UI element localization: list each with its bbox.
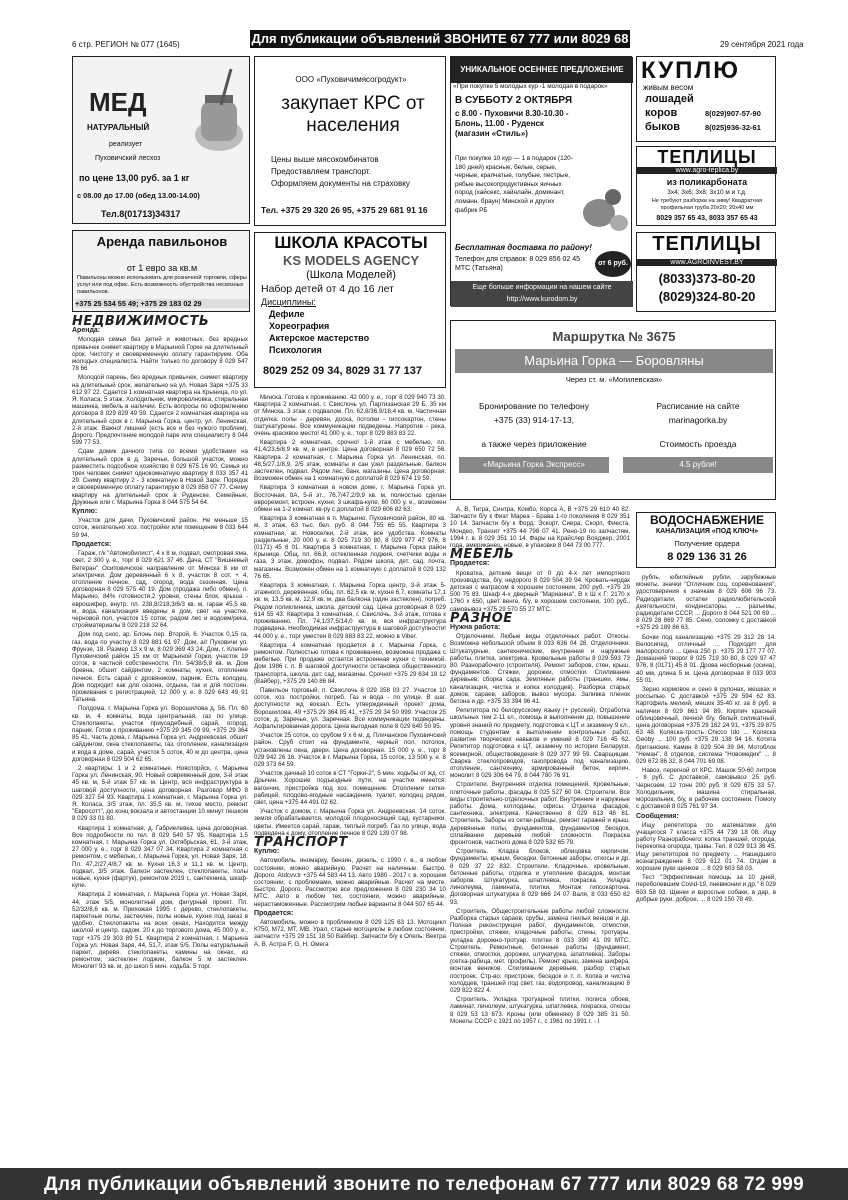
greenhouse-ad-1 [636,146,776,226]
ad-text: Бочки под канализацию +375 29 312 28 14. Велосипед, отличный ... Подходит для малорослого ... Цена 250 р. +375 29 177 77 07. Домашний творог 8 025 719 30 80, 8 029 97 47 976, 8 (0171) 45 8 01. Дрова несборные (осина), 40 мм, длина 5 м. Цена договорная 8 033 903 55 01. [636,633,776,684]
greenhouse1-title: ТЕПЛИЦЫ [657,147,757,167]
bus-cost-label: Стоимость проезда [659,439,737,449]
bus-app: а также через приложение [481,439,587,449]
greenhouse1-note: Не требуют разборки на зиму! Квадратная профильная труба 20х20; 20х40 мм [651,198,763,211]
ad-text: Строитель. Кладка блоков, облицовка кирпичом, фундаменты, крыши, беседки, бетонные заборы, откосы и др. 8 029 37 22 832. Строители. Кладочные, кровельные, бетонные работы, отделка и утепление фасадов, монтаж заборов. Штукатурка, шпатлевка, покраска. Укладка линолеума, ламината, плитки. Монтаж гипсокартона. Договорная штукатурка 8 029 666 24 07 Валя, 8 033 650 82 93. [450,848,630,906]
autumn-offer-ad [450,56,632,306]
krs-phone: Тел. +375 29 320 26 95, +375 29 681 91 16 [261,205,428,215]
ad-text: А, В, Тигра, Синтра, Комбо, Корса А, В +375 29 610 40 82. Запчасти б/у к Фиат Мареа - Брава 1-го поколения 8 029 351 10 14. Запчасти б/у к Форд: Эскорт, Сиера, Скорп, Фиеста, Мондео, Транзит +375 44 798 07 41. Рено-19 по запчастям, 1994 г. в. 8 029 351 10 14. Фары на Крайслер Вояджер, 2001 года, американец, новые, в упаковке 8 044 73 00 777. [450,506,630,550]
honey-title: МЕД [89,87,147,117]
ad-text: Сдам домик дачного типа со всеми удобствами на длительный срок в д. Заречье, большой участок, можно разместить подсобное хозяйство 8 029 675 16 90. Семья из трех человек снимет однокомнатную квартиру 8 033 357 41 29. Сниму квартиру 2 - 3 комнатную в Новой Заре. Порядок и своевременную оплату гарантирую 8 029 858 07 77. Сниму квартиру на длительный срок в Руденске. Семейные, Дружные или г. Марьина Горка 8 044 575 54 64. [72,448,248,506]
ad-text: Строитель. Укладка тротуарной плитки, полиса обоев, ламинат, линолеум, штукатурка, шпатлевка, покраска, откосы 8 029 53 13 673. Кроны (или обменяю) 8 029 385 31 50. Монеты СССР с 1921 по 1957 г., с 1961 по 1991 г. - I [450,996,630,1025]
ad-text: Квартира 3 комнатная в новом доме, г. Марьина Горка ул. Восточная, 8А, 5-й эт., 76,7/47,2/9,9 кв. м, полностью сделан евроремонт, встроен. кухня, 3 шкафа-купе, 60 000 у. е., возможен обмен на 1-2 комнат. кв-ру с доплатой 8 029 606 82 63. [254,484,446,514]
ad-text: Молодой парень, без вредных привычек, снимет квартиру на длительный срок, желательно на ул. Новая Заря +375 33 612 97 22. Сдается 1 комнатная квартира на Крыница, по ул. Я. Коласа, 5 этаж. Холодильник, микроволновка, стиральная машинка, мебель в наличии. Есть вопросы по оформлению договора 8 029 829 49 59. Сдается 2 комнатная квартира на длительный срок в г. Марьина Горка, центр, ул. Ленинская, 2-й этаж. Важно! лишней (есть все и без чужого проблем). Дорого. Предпочтение молодой паре или специалисту 8 044 599 77 53. [72,374,248,447]
ad-text: Ищу репетитора по математике для учащегося 7 класса +375 44 739 18 08. Ищу работу Разнорабочего: копка траншей, огорода, перекопка огорода, травы. Тел. 8 029 913 36 45. Ищу репетиторов по предмету ... Нашедшего вознаграждение 8 029 612 01 74. Отдам в хорошие руки щенков ... 8 029 603 58 03. [636,821,776,872]
column-3 [450,506,630,1164]
autumn-price-tag: от 6 руб. [595,251,631,277]
ad-text: Квартира 3 комнатная, г. Марьина Горка центр, 3-й этаж 5-этажного, деревянная, общ. пл. 62,5 кв. м, кухня 6,7, комнаты 17,1 кв. м, 13,5 кв. м, 12,9 кв. м, два балкона (один застеклен), погреб. Рядом поликлиника, школа, детский сад. Цена договорная 8 029 614 55 43. Квартира 3 комнатная, г. Свислочь, 3-й этаж, готова к проживанию. Пл. 74,1/37,5/14,0 кв. м, вся инфраструктура подведена. Необходимая инфраструктура в шаговой доступности! 44 000 у. е., торг уместен 8 029 883 83 22, можно в Viber. [254,582,446,640]
kuplyu-ad [636,56,776,142]
autumn-delivery: Бесплатная доставка по району! [455,243,592,252]
ad-text: 2 квартиры: 1 и 2 комнатные. Новоторйск, г. Марьина Горка ул. Ленинская, 90. Новый современный дом, 3-й этаж 45 кв. м, 5-й этаж 57 кв. м. Центр, вся инфраструктура в шаговой доступности, цена договорная. Разговор МФО 8 029 327 54 93. Квартира 1 комнатная, г. Марьина Горка ул. Я. Коласа, 3/5 этаж, пл. 35,5 кв. м, тихое место, ремонт "Евросотт", до конц вокзала и автостанции 10 минут пешком 8 029 33 01 80. [72,764,248,823]
bus-sched-site: marinagorka.by [668,415,728,425]
school-item-4: Психология [269,345,322,355]
page-label: 6 стр. РЕГИОН № 077 (1645) [72,40,180,49]
greenhouse2-phone-1: (8033)373-80-20 [658,271,756,286]
ad-text: Строитель. Общестроительные работы любой сложности. Разборка старых сараев, срубы, замена гнилых венцов и др. Полная реконструкция работ, фундаментов, отмостки, пристройки, стяжки, кладочные работы, стены, тротуары, укладка дорожно-тротуар. плитки 8 033 390 41 09 МТС. Строитель. Ремонтные, бетонные работы (фундамент, стяжки, отмостки, дорожки, штукатурка, шпатлевка). Заборы (сетка-рабица, мет. профиль). Ремонт крыш, замена шифера, монтаж веников. Спиливание деревьев, разбор старых построек. Стр-во: пристроек, беседок и т. п. Копка и чистка колодцев, траншей под свет, газ, водопровод, канализацию 8 029 822 822 4. [450,907,630,994]
greenhouse-ad-2 [636,232,776,312]
autumn-where: с 8.00 - Пуховичи 8.30-10.30 - Блонь, 11.00 - Руденск (магазин «Стиль») [455,109,569,138]
kuplyu-item-2: коров [645,107,678,119]
ad-text: Репетитора по белорусскому языку (+ русский). Отработка школьных тем 2-11 кл., помощь в выполнении дз, повышение уровня знаний по предмету, подготовка к ЦТ и экзамену 9 кл., помощь студентам в выполнении контрольных работ, развитие творческих навыков и умений 8 029 716 45 62. Репетитор подготовка к ЦТ, экзамену по истории Беларуси, всемирной, обществоведения 8 029 377 99 59. Сварщицам. Сварка стеклопроводов, газопровода под канализацию, отопление, сантехнику, армированный бетон, кирпич, монолит 8 029 306 64 79, 8 044 780 76 91. [450,707,630,780]
bus-book-phone: +375 (33) 914-17-13, [493,415,575,425]
krs-ad [254,56,446,226]
subhead-buy: Куплю: [72,508,98,516]
school-brand: KS MODELS AGENCY [282,253,420,268]
honey-price: по цене 13,00 руб. за 1 кг [79,173,190,183]
honey-jar-icon [191,65,247,155]
ad-text: Участок с домом, г. Марьина Горка ул. Андреевская, 14 соток, земля обрабатывается, молодой плодоносящий сад, кустарники, цветы. Имеется сарай, гараж, теплый погреб. Газ по улице, вода подведена к дому, отопление печное 8 029 139 07 98. [254,808,446,837]
krs-point-3: Оформляем документы на страховку [271,179,410,188]
subhead-sell-furn: Продается: [450,560,490,568]
krs-headline: закупает КРС от населения [281,93,425,136]
school-item-1: Дефиле [269,309,305,319]
school-title: ШКОЛА КРАСОТЫ [274,233,428,252]
ad-text: Квартира 4 комнатная продается в г. Марьина Горка, с ремонтом. Полностью готова к проживанию, возможна продажа с мебелью. При продаже остается встроенная кухня с техникой. Дом 1986 г. п. В шаговой доступности остановка общественного транспорта, школа, дет. сад, магазины. Срочно! +375 29 634 18 12 (Вайбер), +375 29 140 86 84. [254,641,446,685]
water-phone: 8 029 136 31 26 [667,551,747,563]
autumn-promo: «При покупке 5 молодых кур -1 молодая в подарок» [453,83,608,90]
bus-sched-label: Расписание на сайте [656,401,740,411]
krs-point-1: Цены выше мясокомбинатов [271,155,379,164]
autumn-when: В СУББОТУ 2 ОКТЯБРЯ [455,95,573,106]
kuplyu-phone-2: 8(025)936-32-61 [705,123,761,132]
ad-text: Дом под снос, ар. Блонь пер. Второй, 6. Участок 0,15 га, газ, вода по участку 8 029 881 61 97. Дом, а/г Пуховичи ул. Фрунзе, 18. Размер 13 х 9 м, 8 029 369 43 24. Дом, г. Клепне Пуховичский район 15 км от Марьиной Горки, участок 19 соток, в частной собственности. Пл. 54/38/5,8 кв. м. Дом бревна, обшит сайдингом, 2 комнаты, кухня, отопление печное. Есть сарай с дровяником, парник. Есть колодец. Дом подходит как для сезона, отдыха, так и для постоян. проживания с регистрацией, 12 000 у. е. 8 029 643 49 91 Татьяна. [72,631,248,704]
honey-sold: реализует [109,141,143,148]
pavilions-ad [72,230,250,312]
ad-text: Квартира 2 комнатная, срочно! 1-й этаж с мебелью, пл. 41,4/23,6/8,9 кв. м, в центре. Цена договорная 8 029 650 72 56. Квартира 2 комнатная, г. Марьина Горка ул. Ленинская, пл. 48,5/27,1/8,9, 2/5 этаж, комнаты и сан узел раздельные, балкон застеклен, подвал. Рядом лес, банк, магазины. Цена договорная. Возможен обмен на 1 комнатную с доплатой 8 029 674 19 59. [254,439,446,483]
krs-point-2: Предоставляем транспорт. [271,167,371,176]
honey-phone: Тел.8(01713)34317 [101,209,181,219]
ad-text: Отделочники. Любые виды отделочных работ. Откосы. Возможна небольшой объем 8 033 636 04 28. Отделочники. Штукатурные, сантехнические, внутренние и наружные работы, плитка, электрика. Кровельные работы 8 029 593 73 80. Разнорабочего (строителя). Ремонт заборов, стен, крыш, фундаментов. Стяжки, дорожки, отмостки. Спиливание деревьев, сборка сада. Земляные работы (траншеи, ямы, канализация, чистка и копка колодцев). Разборка старых домов, сараев, заборов, вывоз мусора. Заливка пленок бетона и др. +375 33 394 96 41. [450,633,630,706]
greenhouse1-site: www.agro-teplica.by [637,167,777,174]
greenhouse2-site: www.AGROINVEST.BY [637,259,777,266]
school-item-2: Хореография [269,321,330,331]
honey-hours: с 08.00 до 17.00 (обед 13.00-14.00) [77,191,200,200]
bus-via: Через ст. м. «Могилевская» [565,375,663,384]
subhead-buy2: Куплю: [254,848,280,856]
beauty-school-ad [254,232,446,388]
ad-text: Тест "Эффективная помощь за 10 дней, переболевшим Covid-19, пневмонии и др." 8 029 603 58 03. Щенки и взрослые собаки, в дар, в добрые руки, доброе, ... 8 029 150 78 49. [636,874,776,903]
bus-title: Маршрутка № 3675 [552,329,676,344]
water-sub: КАНАЛИЗАЦИЯ «ПОД КЛЮЧ» [655,528,759,535]
autumn-info-phone: Телефон для справок: 8 029 856 02 45 МТС (Татьяна) [455,256,581,272]
ad-text: Гараж, г/к "Автомобилист", 4 х 8 м, подвал, смотровая яма, свет, 2 300 у. е., торг 8 029 621 37 46. Дача, СТ "Вишневый Ветеран" Осиповичское направление от Минска 8 км от электрички. Дом деревянный 6 х 8, участок 8 сот. + 4, отопление печное, сад, огород, вода сезонная. Цена договорная 8 029 575 40 19. Дом (продажа либо обмен), п. Марьино, 84% готовности,2 уровня, стены блок, крыша - еврошифер, внутр. пл. 238,8/218,3/6/3 кв. м, гараж 45,5 кв. м, вода, канализация введены в дом, свет на участке, черновой пол, участок 15 соток, радом лес и водоем/река, стройматериалы 8 029 218 32 64. [72,550,248,630]
ad-text: Участок для дачи, Пуховичский район. Не меньше 15 соток, желательно хоз. постройки или помещение 8 033 644 59 94. [72,517,248,539]
bus-route: Марьина Горка — Боровляны [455,349,773,373]
subhead-sell2: Продается: [254,909,294,917]
subhead-need-work: Нужна работа: [450,624,501,632]
greenhouse1-sizes: 3х4; 3х6; 3х8; 3х10 м и т.д. [667,189,747,196]
footer-phone-banner: Для публикации объявлений звоните по телефонам 67 777 или 8029 68 72 999 [0,1170,848,1200]
chickens-icon [575,177,631,237]
school-sub: (Школа Моделей) [306,269,396,281]
honey-kind: НАТУРАЛЬНЫЙ [87,123,150,132]
honey-origin: Пуховичский лесхоз [95,155,161,162]
subhead-rent: Аренда: [72,327,101,335]
issue-date: 29 сентября 2021 года [720,40,804,49]
section-furniture: МЕБЕЛЬ [450,547,515,563]
ad-text: Автомобиль, иномарку, бензин, дизель, с 1990 г. в., в любом состоянии, можно аварийную. Расчет на наличные. Быстро. Дорого. Atdcvv.tr +375 44 583 44 13. Авто 1980 - 2017 г. в. хорошем состоянии, с проблемами, можно аварийные. Расчет на месте. Быстро. Дорого. Рассмотрю все предложения 8 029 230 34 10 МТС. Авто в любом тех. состоянии, можно аварийные, нерастаможенные. Рассмотрим любые варианты 8 044 507 65 44. [254,857,446,908]
ad-text: Навоз, перегной от КРС. Машок 50-60 литров - 8 руб. С доставкой, самовывоз 25 руб. Чернозем, 12 тонн 200 руб. 8 029 675 33 57. Холодильник, машина стиральная, морозильник, б/у, в рабочем состоянии. Помогу с доставкой 8 025 761 97 34. [636,767,776,811]
ad-text: Зерно кормовое и сено в рулонах, мешках и россыпью. С доставкой +375 29 594 62 83. Картофель мелкий, мешок 35-40 кг. за 8 руб. в наличии 8 029 661 94 89. Кирпич красный облицовочный, печной б/у, белый силикатный, цена договорная +375 29 162 24 91, +375 29 875 63 48. Коляска-трость Chicco Ido ... Коляска Geoby ... 100 руб. +375 29 138 94 16. Котята британские. Камин 8 029 504 39 94. Мотоблок "Неман", 8 отделов, система "Новомедик" ... 8 029 672 86 32, 8 044 701 69 08. [636,686,776,766]
ad-text: Участок 25 соток, со срубом 9 х 6 м, д. Пличанское Пуховичский район. Сруб стоит на фундаменте, черный пол, потолок, установлены окна, двери. Цена договорная. 15 000 у. е., торг 8 029 942 26 16. Участок в г. Марьина Горка, 15 соток, 13 500 у. е. 8 029 373 64 59. [254,732,446,768]
greenhouse2-phone-2: (8029)324-80-20 [658,289,756,304]
ad-text: Квартира 2 комнатная, г. Марьина Горка ул. Новая Заря, 44, этаж 5/5, монолитный дом, фигурный проект. Пл. 52/32/8,6 кв. м. Прихожая 1995 г. дерево, стеклопакеты, паркетные полы, застеклен, полы новые, кухня под заказ в удобно. Стеклопакеты на всех окнах, Находится между школой и центр. садом. 20 к до торгового дома, 45 000 у. е., торг +375 29 303 89 51. Квартира 2 комнатная, г. Марьина Горка ул. Новая Заря, 44, 51,7, этаж 5/5. Полы натуральный паркет, деревя. стеклопакеты, камины на окнах, из ремонтом, застеклен лоджии, балкон 5 м застеклен. Монолит 93 кв. м, до школ 5 мин. ходьба. 5 торг. [72,891,248,971]
kuplyu-item-1: лошадей [645,93,694,105]
water-supply-ad [636,512,776,568]
greenhouse1-sub: из поликарбоната [666,177,748,187]
ad-text: Павильон торговый, п. Свислочь 8 029 358 03 27. Участок 10 соток, хоз. постройки, погреб. Газ и вода - по улице. В шаг. доступности жд вокзал. Есть утвержденный проект дома, Ворошилова, 49 +375 29 364 85 41, +375 29 34 50 999. Участок 25 соток, д. Заречье, ул. Заречная. Все коммуникации подведены. Асфальтированная дорога. Цена выгодная поле 8 029 640 50 95. [254,686,446,730]
kuplyu-sub: живым весом [643,83,694,92]
bus-app-name: «Марьина Горка Экспресс» [459,457,609,473]
column-1 [72,314,248,1164]
column-2 [254,394,446,1164]
autumn-title: УНИКАЛЬНОЕ ОСЕННЕЕ ПРЕДЛОЖЕНИЕ [451,57,633,83]
ad-text: Квартира 1 комнатная, д. Габриелевка, цена договорная. Все подробности по тел. 8 029 540 57 95. Квартира 1,5 комнатная, г. Марьина Горка ул. Октябрьская, 61, 3-й этаж, 27 000 у. е., торг 8 029 347 07 34. Квартира 2 комнатная с ремонтом, с мебелью, г. Марьина Горка, ул. Новая Заря, 18. Пл. 47,2/27,4/8,7 кв. м. Кухня 16,3 и 11,1 кв. м. Центр, подвал, 3/5 этаж, балкон застеклен, стеклопакеты, полы новые, кухня (фартук), ремонтом 2019 г., сантехника, шкаф-купе. [72,824,248,890]
ad-text: Полдома, г. Марьина Горка ул. Ворошилова д. 56. Пл. 60 кв. м, 4 комнаты, вода центральная, газ по улице. Стеклопакеты, участок приусадебный, сарай, огород, парник. Готов к проживанию +375 29 345 09 99, +375 29 364 85 41. Часть дома, г. Марьина Горка ул. Андреевская, обшит сайдингом, окна стеклопакеты, газ, отопление, канализация и вода в доме, сарай, участок 5 соток, 40 м до центра, цена договорная 8 029 504 62 65. [72,705,248,763]
pavilions-phones: +375 25 534 55 49; +375 29 183 02 29 [75,299,249,308]
pavilions-text: Павильоны можно использовать для розничной торговли, сферы услуг или под офис. Есть возможность обустройства несвязных павильонов. [77,275,247,295]
section-transport: ТРАНСПОРТ [254,834,348,850]
ad-text: Участок дачный 10 соток в СТ "Горки-2", 5 мин. ходьбы от жд. ст. Дрычин. Хорошие подъездные пути, на участке имеется: вагончик, пристройка под хоз. помещение. Отопление сетки-рабицей, плодово-ягодные насаждения, туалет, колодец рядом, свет, цена +375 44 491 02 62. [254,770,446,806]
greenhouse1-phones: 8029 357 65 43, 8033 357 65 43 [656,215,758,222]
phone-banner: Для публикации объявлений ЗВОНИТЕ 67 777 или 8029 68 [251,31,629,46]
school-item-3: Актерское мастерство [269,333,370,343]
krs-company: ООО «Пуховичимясогродукт» [295,75,407,84]
honey-ad [72,56,250,224]
subhead-msgs: Сообщения: [636,812,679,820]
autumn-website: Еще больше информации на нашем сайте http://www.kurodom.by [451,281,633,307]
water-permit: Получение ордера [674,539,740,548]
kuplyu-item-3: быков [645,121,681,133]
bus-route-ad [450,320,776,500]
ad-text: Квартира 3 комнатная в п. Марьино, Пуховичский район, 80 кв. м, 3 этаж, 63 тыс. бел. руб. 8 044 755 65 55. Квартира 3 комнатная, аг. Новоселки, 2-й этаж, все удобства. Комнаты раздельные, 20 000 у. е. 8 025 719 30 80, 8 029 977 47 976, 8 (0171) 45 8 01. Квартира 3 комнатная, г. Марьина Горка район Крынице. Общ. пл. 66,8, остекленная лоджия, счетчики воды и газа, 3 этаж, домофон, подвал. Рядом школа, дет. сад, почта, магазины. Возможен обмен на 1 комнатную с доплатой 8 029 132 76 65. [254,515,446,580]
water-title: ВОДОСНАБЖЕНИЕ [650,513,764,527]
greenhouse2-title: ТЕПЛИЦЫ [652,233,762,255]
kuplyu-phone-1: 8(029)907-57-90 [705,109,761,118]
bus-cost: 4.5 рубля! [623,457,773,473]
pavilions-price: от 1 евро за кв.м [126,263,198,273]
school-disc: Дисциплины: [261,297,316,307]
column-4 [636,574,776,1164]
bus-book-label: Бронирование по телефону [479,401,589,411]
autumn-details: При покупке 10 кур — 1 в подарок (120-180 дней) красные, белые, серые, черные, крапчатые, голубые, пестрые, рябые высокопродуктивных яичных пород (хайсекс, хайнлайн, доминант, ломанн, браун) Минской и других фабрик РБ [455,155,573,214]
section-realty: НЕДВИЖИМОСТЬ [72,314,210,329]
ad-text: Минска. Готова к проживанию. 42 000 у. е., торг 8 029 940 73 30. Квартира 2 комнатная, г. Свислочь ул. Партизанская 29 Б, 35 км от Минска. 3 этаж с подвалом. Пл. 62,8/36,9/18,4 кв. м. Частичная отделка: полы - деревян, доска, потолки - гипсокартон, стены оштукатурены. Все коммуникации подведены. Напротив - река, очень красивое место! 41 000 у. е., торг 8 029 883 83 22. [254,394,446,438]
pavilions-title: Аренда павильонов [96,234,228,249]
school-phones: 8029 252 09 34, 8029 31 77 137 [263,365,423,377]
ad-text: Молодая семья без детей и животных, без вредных привычек снимет квартиру в Марьиной Горке на длительный срок. Чистоту и своевременную оплату гарантируем. Оба молодых специалиста. Найти только по договору 8 029 547 78 66 [72,336,248,373]
subhead-sell: Продается: [72,540,112,548]
ad-text: Строители. Внутренняя отделка помещений. Кровельные, плиточные работы, фасады 8 025 527 60 04. Строители. Все виды строительно-отделочных работ. Внутренние и наружные работы. Дома, котлоданы, офисы. Отделка фасадов, сантехника, электрика. Качественно 8 029 613 48 81. Строитель. Заборы из сетки-рабицы, ремонт гаражей и крыш, деревянные полы, фундаментов, фундаментов беседок, сплайвание деревьев любой сложности. Покраска фронтонов, частного дома 8 029 532 65 79. [450,781,630,846]
ad-text: рубль, юбилейные рубли, зарубежные монеты, значки "Отличник соц. соревнования", удостоверения к значкам 8 029 606 96 73. Радиодетали, остатки радиолюбительской деятельности, конденсаторы, ... разъемы, радиодетали СССР, ... Дорого 8 044 521 00 69 ... 8 029 28 869 77 85. Сено, соломку с доставкой +375 29 189 86 63. [636,574,776,632]
ad-text: Автомобиль, можно в проблемном 8 029 125 63 13. Мотоцикл К750, М72, МТ, МВ, Урал, старые мотоциклы в любом состоянии, запчасти +375 29 151 18 50 Вайбер. Запчасти б/у к Опель: Вектра А, В, Астра F, G, Н, Омега [254,919,446,948]
school-ages: Набор детей от 4 до 16 лет [261,283,394,295]
ad-text: Кроватка, детские вещи от 0 до 4-х лет импортного производства, б/у, недорого 8 029 504 39 94. Кровать-чердак детская с матрасом в хорошем состоянии, 200 руб. +375 29 500 75 83. Шкаф 4-х дверный "Марианна", В х Ш х Г: 2170 х 1760 х 650, цвет венге, б/у, в хорошем состоянии, 100 руб., самовывоз +375 29 570 55 27 МТС. [450,569,630,613]
kuplyu-title: КУПЛЮ [641,57,741,84]
section-misc: РАЗНОЕ [450,610,513,626]
